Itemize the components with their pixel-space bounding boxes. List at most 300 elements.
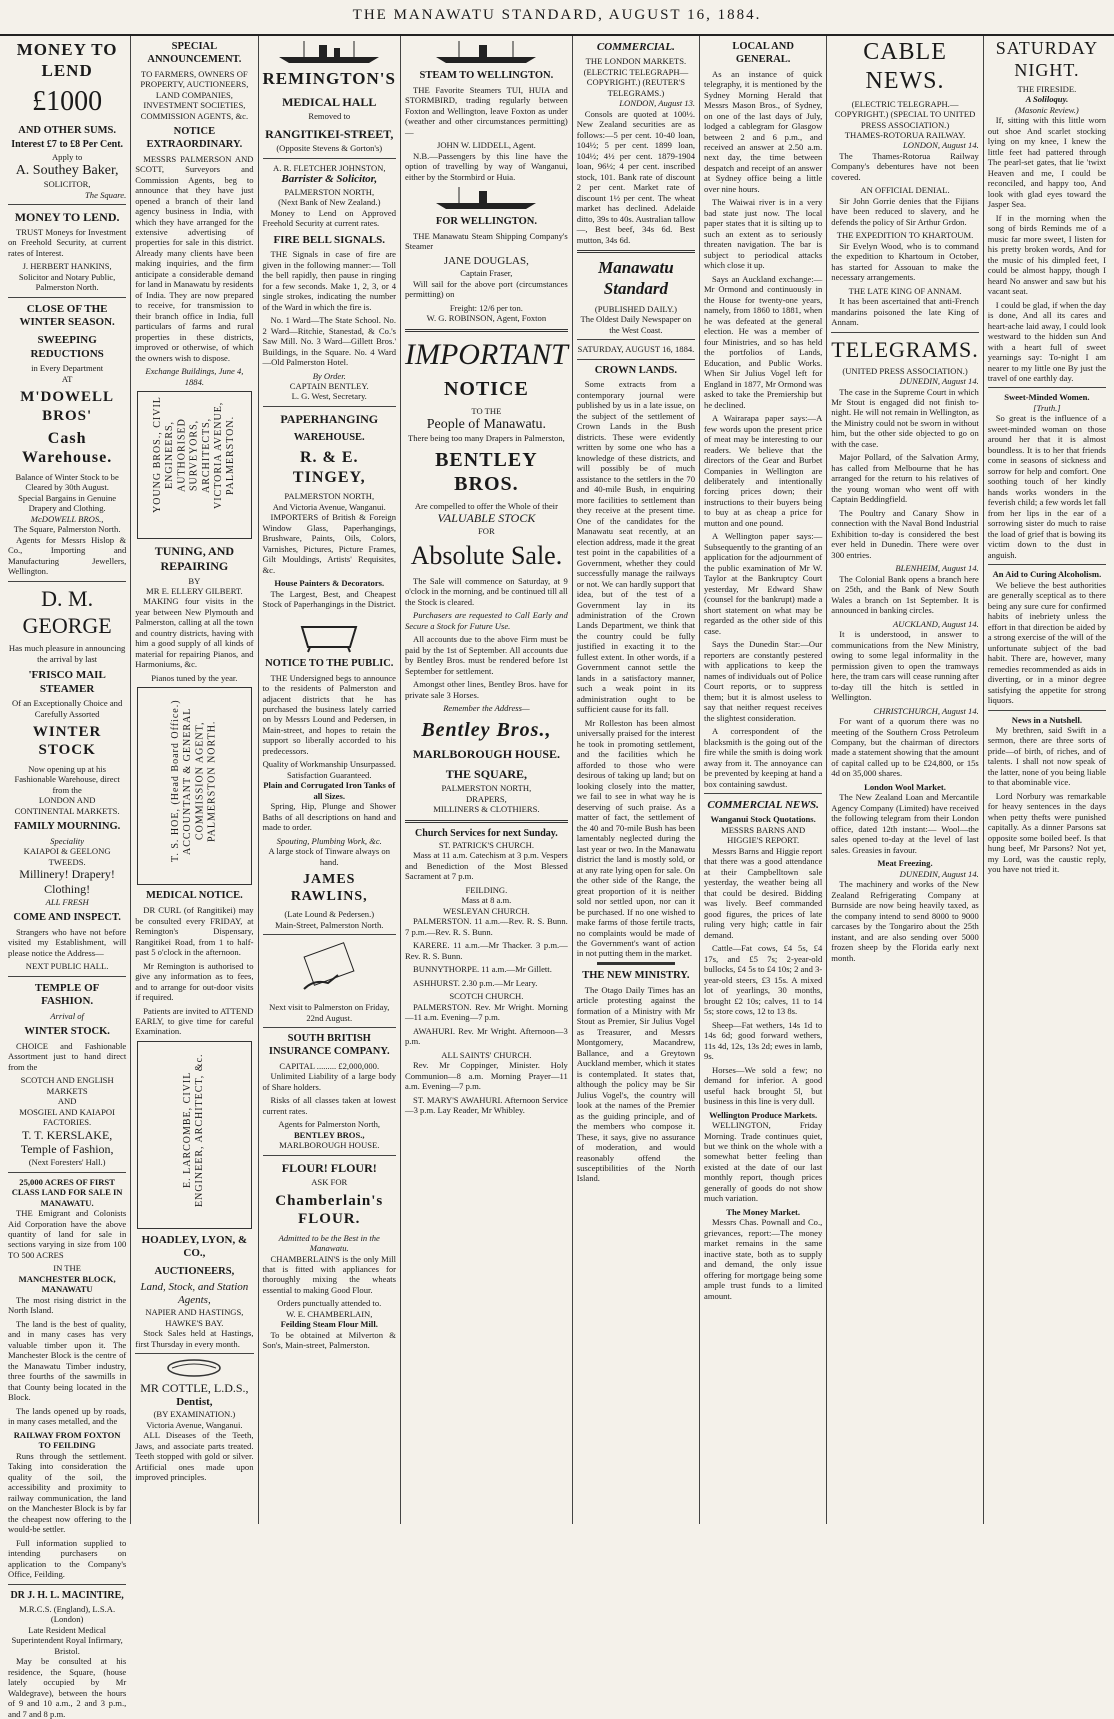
tinware: A large stock of Tinware always on hand. [268, 846, 391, 867]
unlimited-text: Unlimited Liability of a large body of Share holders. [262, 1071, 396, 1092]
agents-for: Agents for Palmerston North, [278, 1119, 381, 1130]
lawyer-place: The Square. [85, 189, 127, 200]
divider [8, 1584, 126, 1585]
marlborough: MARLBOROUGH HOUSE. [279, 1140, 380, 1151]
larcombe-text: E. LARCOMBE, CIVIL ENGINEER, ARCHITECT, &c. [182, 1053, 206, 1207]
temple-fashion-2: Temple of Fashion, [20, 1142, 114, 1157]
horses-text: Horses—We sold a few; no demand for inferior. A good useful hack brought 5l, but business in this line is very dull. [704, 1064, 823, 1107]
marlborough-house: MARLBOROUGH HOUSE. [412, 747, 561, 762]
lawyer-name: A. Southey Baker, [15, 163, 119, 179]
divider [8, 204, 126, 205]
wesleyan-karere: KARERE. 11 a.m.—Mr Thacker. 3 p.m.—Rev. R. S. Bunn. [405, 940, 568, 961]
divider [597, 962, 675, 965]
obtained-text: To be obtained at Milverton & Son's, Main-street, Palmerston. [262, 1329, 396, 1351]
major-text: Major Pollard, of the Salvation Army, has called from Melbourne that he has arranged for the return to his relatives of the young woman who went off with Captain Beddingfield. [831, 452, 979, 505]
the-square: THE SQUARE, [445, 766, 528, 781]
napier: NAPIER AND HASTINGS, [145, 1307, 244, 1318]
special-announcement: SPECIAL ANNOUNCEMENT. [147, 41, 242, 65]
specialty-label: Speciality [50, 835, 85, 846]
young-bros-text: YOUNG BROS., CIVIL ENGINEERS, AUTHORISED SURVEYORS, ARCHITECTS, VICTORIA AVENUE, PALMERSTON. [151, 396, 236, 514]
hand-letter-icon [294, 939, 364, 999]
blenheim-date: BLENHEIM, August 14. [895, 563, 979, 574]
divider [263, 406, 397, 407]
scotch-services: PALMERSTON. Rev. Mr Wright. Morning—11 a.m. Evening—7 p.m. [405, 1001, 568, 1023]
pianos-text: Pianos tuned by the year. [151, 672, 238, 683]
mdbros-name: McDOWELL BROS., [30, 513, 104, 524]
wanganui-stock: Wanganui Stock Quotations. [710, 814, 816, 825]
purchasers-text: Purchasers are requested to Call Early and Secure a Stock for Future Use. [405, 610, 568, 631]
divider [704, 793, 822, 794]
trust-text: TRUST Moneys for Investment on Freehold Security, at current rates of Interest. [8, 226, 127, 258]
family-mourning: FAMILY MOURNING. [13, 821, 121, 833]
alcoholism-text: We believe the best authorities are generally sceptical as to there being any sure cure for confirmed habits of inebriety unless the effort in that direction be aided by a strong exercise of the will of the unfortunate subject of the bad habit. There are, however, many remedies recommended as aids in diverting, or in a minor degree satisfying the appetite for strong liquors. [987, 579, 1107, 706]
late-lound: (Late Lound & Pedersen.) [284, 909, 375, 920]
robinson-agent: W. G. ROBINSON, Agent, Foxton [426, 313, 547, 324]
london-markets: LONDON AND CONTINENTAL MARKETS. [14, 795, 120, 816]
kerslake-name: T. T. KERSLAKE, [21, 1127, 113, 1142]
railway-text: Runs through the settlement. Taking into consideration the quality of the soil, the accessibility and proximity to railway communication, the land on the Manchester Block is by far the cheapest now offering to the would-be settler. [8, 1450, 127, 1535]
oldest-daily: The Oldest Daily Newspaper on the West Coast. [580, 314, 692, 335]
divider [577, 250, 695, 253]
next-visit: Next visit to Palmerston on Friday, 22nd August. [269, 1002, 390, 1023]
feilding-label: FEILDING. [465, 884, 508, 895]
west-secretary: L. G. West, Secretary. [291, 391, 367, 402]
victoria-avenue: Victoria Avenue, Wanganui. [146, 1419, 243, 1430]
all-saints-services: Rev. Mr Coppinger, Minister. Holy Communion—8 a.m. Morning Prayer—11 a.m. Evening—7 p.m. [405, 1060, 568, 1092]
dunedin-text: The case in the Supreme Court in which Mr Stout is engaged did not finish to-night. He will not remain in Wellington, as the Ministry could not be sworn in without him, but the other side objected to go on with the case. [831, 386, 979, 449]
scotch-church: SCOTCH CHURCH. [449, 991, 524, 1002]
largest-stock: The Largest, Best, and Cheapest Stock of Paperhangings in the District. [262, 588, 396, 610]
amongst-text: Amongst other lines, Bentley Bros. have for private sale 3 Horses. [405, 679, 568, 700]
local-1: As an instance of quick telegraphy, it is mentioned by the Sydney Morning Herald that Messrs Mason Bros., of Sydney, on one of the last days of July, lodged a cablegram for Glasgow between 2 and 6 p.m., and received an answer at 2.50 a.m. next day, the time between despatch and receipt of an answer at Sydney office being a little over nine hours. [704, 68, 823, 194]
truth-source: [Truth.] [1033, 402, 1061, 413]
choice-text: CHOICE and Fashionable Assortment just to hand direct from the [8, 1040, 127, 1072]
christchurch-text: For want of a quorum there was no meeting of the Southern Cross Petroleum Company, but the chairman of directors made a statement showing that the amount of capital called up to be £24,800, or 15s 4d on 35,000 shares. [831, 716, 979, 779]
divider [988, 564, 1106, 565]
important-heading: IMPORTANT [405, 337, 568, 371]
telegrams-heading: TELEGRAMS. [831, 336, 979, 362]
arrival-of: Arrival of [50, 1010, 84, 1021]
auckland-date: AUCKLAND, August 14. [892, 618, 979, 629]
divider [263, 934, 397, 935]
money-heading-2: MONEY TO LEND. [14, 210, 120, 225]
divider [8, 976, 126, 977]
foresters-hall: (Next Foresters' Hall.) [28, 1157, 106, 1168]
medical-hall: MEDICAL HALL [282, 94, 377, 109]
manchester-block: MANCHESTER BLOCK, MANAWATU [18, 1273, 116, 1295]
bathtub-icon [294, 613, 364, 653]
nb-text: N.B.—Passengers by this line have the option of travelling by way of Wanganui, either by the Stormbird or Huia. [405, 150, 568, 182]
london-wool-text: The New Zealand Loan and Mercantile Agency Company (Limited) have received the following telegram from their London office, dated 12th instant:— Wool—the sales opened to-day at the level of last sales. Greasies in favour. [831, 792, 979, 855]
column-8 [984, 36, 1110, 1524]
divider [8, 297, 126, 298]
denture-icon [164, 1358, 224, 1378]
iron-tanks: Plain and Corrugated Iron Tanks of all Sizes. [263, 780, 396, 801]
ministry-text: The Otago Daily Times has an article protesting against the formation of a Ministry with Mr Stout as Premier, Sir Julius Vogel as Treasurer, and Messrs Montgomery, Macandrew, Ballance, and a Greytown Auckland member, which it states is contemplated. It states that, although the policy may be Sir Julius Vogel's, the country will look at the names of the Premier as the guiding principle, and of the members who compose it. These, it says, give no assurance of moderation, and would reasonably offend the susceptibilities of the North Island. [576, 984, 696, 1184]
by-label: BY [188, 575, 201, 586]
victoria-avenue-2: And Victoria Avenue, Wanganui. [272, 501, 386, 512]
strangers-text: Strangers who have not before visited my Establishment, will please notice the Address— [8, 926, 127, 958]
column-6 [700, 36, 827, 1524]
lawyer-title: SOLICITOR, [43, 179, 91, 190]
markets-text: Consols are quoted at 100½. New Zealand securities are as follows:—5 per cent. 10-40 loan, 104½; 5 per cent. 1899 loan, 104½; 4½ per cent. 1879-1904 loan, 96½; 4 per cent. inscribed stock, 101. Bank rate of discount 2 per cent. Market rate of discount 1½ per cent. The wheat market has declined. Adelaide ditto, 39s to 40s. Australian tallow—, Best beef, 34s 6d. Best mutton, 34s 6d. [576, 108, 696, 245]
palmerston-north: PALMERSTON NORTH, [284, 186, 375, 197]
admitted-text: Admitted to be the Best in the Manawatu. [278, 1232, 380, 1254]
for-label: FOR [478, 525, 495, 536]
sale-text: The Sale will commence on Saturday, at 9 o'clock in the morning, and be continued till all the Stock is cleared. [405, 575, 568, 607]
awahuri-services: AWAHURI. Rev. Mr Wright. Afternoon—3 p.m. [405, 1025, 568, 1047]
auckland-text: It is understood, in answer to communications from the New Ministry, owing to some legal informality in the permission given to open the tramways here, the tram cars will cease running after to-day till the hitch is settled in Wellington. [831, 629, 979, 703]
come-inspect: COME AND INSPECT. [13, 912, 121, 924]
consulted-text: May be consulted at his residence, the Square, (house lately occupied by Mr Waldegrave), between the hours of 9 and 10 a.m., 2 and 3 p.m., and 7 and 8 p.m. [8, 1656, 127, 1719]
gilbert-name: MR E. ELLERY GILBERT. [146, 586, 243, 596]
remington-text: Mr Remington is authorised to give any information as to fees, and to arrange for out-door visits if required. [135, 960, 254, 1003]
column-5 [573, 36, 700, 1524]
editorial-2: Mr Rolleston has been almost universally praised for the interest he took in promoting settlement, and the facilities which he afforded to those who were desirous of taking up land; but on looking closely into the matter, we fail to see in what way he is deserving of such praise. As a matter of fact, the settlement of the 40 and 70-mile Bush has been lamentably neglected during the last year or two. In the Manawatu district the land is mostly sold, or at any rate lying open for sale. On the other side of the Range, the great proportion of it is neither sold nor settled upon, nor can it be purchased. If no one wished to make farms of those fertile tracts, no complaints would be made of the Government's want of action in not putting them in the market. [576, 717, 696, 959]
south-british: SOUTH BRITISH INSURANCE COMPANY. [268, 1033, 390, 1058]
nutshell-text: My brethren, said Swift in a sermon, there are three sorts of pride—of birth, of riches, and of talents. I shall not now speak of the latter, none of you being liable to that abominable vice. [987, 725, 1107, 788]
exchange-address: Exchange Buildings, June 4, 1884. [145, 366, 244, 387]
column-4 [401, 36, 573, 1524]
by-order: By Order. [312, 370, 346, 381]
chamberlain-name: W. E. CHAMBERLAIN, [286, 1308, 373, 1319]
st-patricks: ST. PATRICK'S CHURCH. [438, 839, 534, 850]
jane-douglas: JANE DOUGLAS, [443, 254, 529, 267]
local-5: A Wellington paper says:—Subsequently to the granting of an application for the adjournment of the public examination of Mr W. Taylor at the Bankruptcy Court yesterday, Mr Edward Shaw (counsel for the bankrupt) made a short statement on what may be regarded as the other side of this case. [704, 531, 823, 636]
wesleyan-palmerston: PALMERSTON. 11 a.m.—Rev. R. S. Bunn. 7 p.m.—Rev. R. S. Bunn. [405, 916, 568, 937]
sheep-text: Sheep—Fat wethers, 14s 1d to 14s 6d; good forward wethers, 11s 4d, 12s, 13s 2d; ewes in lamb, 9s. [704, 1019, 823, 1062]
johnston-name: A. R. FLETCHER JOHNSTON, [272, 162, 386, 173]
wellington-produce: Wellington Produce Markets. [709, 1109, 818, 1120]
kaiapoi-tweeds: KAIAPOI & GEELONG TWEEDS. [23, 846, 111, 867]
medical-notice: MEDICAL NOTICE. [145, 890, 243, 902]
george-name: D. M. GEORGE [22, 585, 112, 638]
satisfaction-text: Satisfaction Guaranteed. [287, 769, 372, 780]
feilding-mill: Feilding Steam Flour Mill. [280, 1319, 378, 1330]
house-painters: House Painters & Decorators. [274, 578, 385, 589]
to-farmers: TO FARMERS, OWNERS OF PROPERTY, AUCTIONEERS, LAND COMPANIES, INVESTMENT SOCIETIES, COMMISSION AGENTS, &c. [140, 68, 249, 121]
temple-fashion: TEMPLE OF FASHION. [34, 981, 100, 1008]
notice-heading: NOTICE [443, 378, 529, 401]
upa: (UNITED PRESS ASSOCIATION.) [842, 365, 968, 376]
sweet-text: So great is the influence of a sweet-minded woman on those around her that it is almost boundless. It is to her that friends come in seasons of sickness and sorrow for help and comfort. One soothing touch of her kindly hands works wonders in the feverish child; a few words let fall from her lips in the ear of a sorrowing sister do much to raise the load of grief that is bowing its victim down to the dust in anguish. [987, 413, 1107, 560]
by-examination: (BY EXAMINATION.) [153, 1409, 236, 1420]
divider [8, 581, 126, 582]
paper-title: Manawatu Standard [598, 258, 674, 298]
divider [8, 1172, 126, 1173]
local-6: Says the Dunedin Star:—Our reporters are constantly pestered with applications to keep the names of individuals out of Police Court reports, or to suppress them; but it is almost useless to say that neither request receives the slightest consideration. [704, 639, 823, 723]
crown-lands: CROWN LANDS. [594, 364, 678, 376]
divider [405, 329, 568, 332]
local-3: Says an Auckland exchange:—Mr Ormond and continuously in the House for twenty-one years, namely, from 1860 to 1881, when he was defeated at the general election. He was a member of four Ministries, and so has held the portfolios of Lands, Education, and Public Works. When Sir Julius Vogel left for England in 1877, Mr Ormond was asked to take the Premiership but he declined. [704, 273, 823, 410]
absolute-sale: Absolute Sale. [410, 541, 563, 571]
roads-text: The lands opened up by roads, in many cases metalled, and the [8, 1405, 127, 1427]
church-services: Church Services for next Sunday. [415, 827, 558, 839]
winter-stock-2: WINTER STOCK. [24, 1026, 110, 1038]
column-3 [259, 36, 402, 1524]
quality-text: Quality of Workmanship Unsurpassed. [262, 759, 396, 770]
wesleyan-ashhurst: ASHHURST. 2.30 p.m.—Mr Leary. [413, 977, 538, 988]
acres-head: 25,000 ACRES OF FIRST CLASS LAND FOR SALE IN MANAWATU. [11, 1176, 123, 1208]
sweet-minded: Sweet-Minded Women. [1004, 392, 1090, 403]
freight: Freight: 12/6 per ton. [449, 302, 523, 313]
st-marys: ST. MARY'S AWAHURI. Afternoon Service—3 p.m. Lay Reader, Mr Whibley. [405, 1094, 568, 1116]
thames-date: LONDON, August 14. [903, 140, 979, 151]
money-text: Messrs Chas. Pownall and Co., grievances, report:—The money market remains in the same inactive state, both as to supply and demand, the only issue offering for mortgage being some ample trust funds to a limited amount. [704, 1217, 823, 1301]
stock-sales: Stock Sales held at Hastings, first Thursday in every month. [135, 1328, 254, 1349]
macintire-name: DR J. H. L. MACINTIRE, [10, 1589, 124, 1601]
notice-to-public: NOTICE TO THE PUBLIC. [265, 657, 394, 669]
emigrant-text: THE Emigrant and Colonists Aid Corporation have the above quantity of land for sale in sections varying in size from 100 TO 500 ACRES [8, 1208, 127, 1260]
meat-date: DUNEDIN, August 14. [899, 868, 979, 879]
mass-text: Mass at 11 a.m. Catechism at 3 p.m. Vespers and Benediction of the Most Blessed Sacrament at 7 p.m. [405, 850, 568, 882]
accounts-text: All accounts due to the above Firm must be paid by the 1st of September. All accounts due by Bentley Bros. must be rendered before 1st September for settlement. [405, 634, 568, 676]
expedition-head: THE EXPEDITION TO KHARTOUM. [836, 230, 974, 241]
king-text: It has been ascertained that anti-French mandarins poisoned the late King of Annam. [831, 296, 979, 328]
commercial-heading: COMMERCIAL. [596, 41, 675, 53]
all-fresh: ALL FRESH [45, 896, 89, 907]
next-public-hall: NEXT PUBLIC HALL. [25, 961, 109, 972]
poem-3: I could be glad, if when the day is done, And all its cares and heart-ache laid away, I could look westward to the hidden sun And with a heart full of sweet yearnings say: To-night I am nearer to my little one By just the travel of one earthly day. [987, 299, 1107, 383]
valuable-stock: VALUABLE STOCK [437, 511, 536, 526]
expedition-text: Sir Evelyn Wood, who is to command the expedition to Khartoum in October, has started for Assouan to make the necessary arrangements. [831, 240, 979, 283]
bentley-bros: BENTLEY BROS., [293, 1129, 365, 1140]
local-2: The Waiwai river is in a very bad state just now. The local paper states that it is silting up to such an extent as to seriously threaten navigation. The bar is subject to periodical attacks which close it up. [704, 197, 823, 271]
thames-heading: THAMES-ROTORUA RAILWAY. [844, 129, 966, 140]
mill-text: CHAMBERLAIN'S is the only Mill that is fitted with appliances for thoroughly mixing the wheats essential to making Good Flour. [262, 1253, 396, 1295]
poultry-text: The Poultry and Canary Show in connection with the Naval Bond Industrial Exhibition to-day is considered the best ever held in Dunedin. There were over 300 entries. [831, 507, 979, 560]
patients-text: Patients are invited to ATTEND EARLY, to give time for careful Examination. [135, 1005, 254, 1037]
land-text: The land is the best of quality, and in many cases has very valuable timber upon it. The Manchester Block is the centre of the Manawatu Timber industry, three fourths of the sawmills in that County being located in the Block. [8, 1318, 127, 1403]
divider [577, 359, 695, 360]
king-annam: THE LATE KING OF ANNAM. [848, 285, 962, 296]
apply-to: Apply to [51, 151, 83, 162]
millinery: Millinery! Drapery! Clothing! [19, 867, 115, 897]
remember-address: Remember the Address— [443, 703, 530, 714]
every-dept: in Every Department [31, 363, 104, 374]
next-bank: (Next Bank of New Zealand.) [278, 197, 381, 208]
mass-2: Mass at 8 a.m. [461, 895, 512, 906]
nutshell-heading: News in a Nutshell. [1011, 714, 1082, 725]
divider [135, 1353, 253, 1354]
nutshell-text-2: Lord Norbury was remarkable for heavy sentences in the days when petty thefts were punished capitally. As a dinner Parsons sat opposite some boiled beef. Is that hung beef, Mr Parsons? Not yet, my Lord, was the caustic reply, you have not tried it. [987, 790, 1107, 875]
liddell-agent: JOHN W. LIDDELL, Agent. [436, 140, 536, 151]
mrcs: M.R.C.S. (England), L.S.A. (London) [19, 1603, 116, 1625]
late-resident: Late Resident Medical Superintendent Royal Infirmary, Bristol. [11, 1624, 123, 1656]
column-1 [4, 36, 131, 1719]
importers-text: IMPORTERS of British & Foreign Window Glass, Paperhangings, Brushware, Paints, Oils, Colors, Varnishes, Pictures, Picture Frames, Gilt Mouldings, Artists' Requisites, &c. [262, 512, 396, 575]
page-columns [4, 36, 1110, 1719]
hawkes-bay: HAWKE'S BAY. [165, 1317, 224, 1328]
removed-to: Removed to [308, 111, 351, 122]
risks-text: Risks of all classes taken at lowest current rates. [262, 1095, 396, 1116]
steamer-icon [431, 185, 541, 211]
divider [263, 1155, 397, 1156]
palmerson-text: MESSRS PALMERSON AND SCOTT, Surveyors and Commission Agents, beg to announce that they have just opened a branch of their land agency business in India, with which they have arranged for the extensive advertising of properties for sale in this district. Already many clients have been making inquiries, and the firm anticipate a considerable demand for land in Manawatu by residents of India. They are now prepared to receive, for transmission to their branch office in India, full particulars of farms and rural properties in these districts, improved or otherwise, of which the owners wish to dispose. [135, 153, 254, 363]
signals-text: THE Signals in case of fire are given in the following manner:— Toll the bell rapidly, then pause in ringing for a few seconds. Make 1, 2, 3, or 4 single strokes, indicating the number of the Ward in which the fire is. [262, 249, 396, 312]
electric-copyright: (ELECTRIC TELEGRAPH.—COPYRIGHT.) (SPECIAL TO UNITED PRESS ASSOCIATION.) [834, 98, 976, 130]
poem-1: If, sitting with this little worn out shoe And scarlet stocking lying on my knee, I knew the little feet had pattered through The pearl-set gates, that lie 'twixt Heaven and me, I could be reconciled, and happy too, And look with glad eyes toward the Jasper Sea. [987, 115, 1107, 210]
captain-fraser: Captain Fraser, [460, 268, 513, 279]
other-sums: AND OTHER SUMS. [18, 124, 116, 136]
special-bargains: Special Bargains in Genuine Drapery and Clothing. [18, 492, 117, 514]
hoadley-name: HOADLEY, LYON, & CO., [141, 1233, 248, 1260]
hoe-text: T. S. HOE, (Head Board Office.) ACCOUNTANT & GENERAL COMMISSION AGENT, PALMERSTON NORTH. [170, 700, 218, 863]
wesleyan-bunnythorpe: BUNNYTHORPE. 11 a.m.—Mr Gillett. [413, 964, 552, 975]
land-agents: Land, Stock, and Station Agents, [140, 1280, 249, 1306]
meat-freezing: Meat Freezing. [877, 858, 933, 869]
young-bros-ad [137, 391, 251, 539]
milliners: MILLINERS & CLOTHIERS. [433, 804, 540, 815]
railway-head: RAILWAY FROM FOXTON TO FEILDING [13, 1429, 121, 1451]
meat-text: The machinery and works of the New Zealand Refrigerating Company at Burnside are now being heavily taxed, as the company intend to send 8000 to 9000 carcases by the Tongariro about the 25th instant, and are also sending over 5000 frozen sheep by the Florida early next month. [831, 879, 979, 963]
masonic-review: (Masonic Review.) [1015, 104, 1079, 115]
divider [577, 339, 695, 340]
drapers: DRAPERS, [465, 793, 507, 804]
london-dateline: LONDON, August 13. [619, 98, 696, 109]
christchurch-date: CHRISTCHURCH, August 14. [873, 705, 979, 716]
agents-text: Agents for Messrs Hislop & Co., Importing and Manufacturing Jewellers, Wellington. [8, 534, 127, 577]
column-2 [131, 36, 258, 1524]
electric-telegraph: (ELECTRIC TELEGRAPH—COPYRIGHT.) (REUTER'S TELEGRAMS.) [583, 66, 689, 98]
wards-text: No. 1 Ward—The State School. No. 2 Ward—Ritchie, Stanestad, & Co.'s Saw Mill. No. 3 Ward—Gillett Bros.' Buildings, in the Square. No. 4 Ward—Old Palmerston Hotel. [262, 315, 396, 368]
divider [831, 332, 979, 333]
baths-text: Spring, Hip, Plunge and Shower Baths of all descriptions on hand and made to order. [262, 801, 396, 833]
people-manawatu: People of Manawatu. [426, 417, 547, 433]
interest-rate: Interest £7 to £8 Per Cent. [11, 139, 124, 151]
spouting: Spouting, Plumbing Work, &c. [276, 835, 382, 846]
column-7 [827, 36, 984, 1524]
money-lend-text: Money to Lend on Approved Freehold Security at current rates. [262, 207, 396, 229]
wellington-text: WELLINGTON, Friday Morning. Trade continues quiet, but we think on the whole with a somewhat better feeling than existed at the date of our last monthly report, though prices generally of goods do not show much variation. [704, 1120, 823, 1204]
feilding-text: Full information supplied to intending purchasers on application to the Company's Office, Feilding. [8, 1537, 127, 1580]
hankins-title: Solicitor and Notary Public, Palmerston North. [18, 271, 116, 293]
favorite-steamers: THE Favorite Steamers TUI, HUIA and STORMBIRD, trading regularly between Foxton and Wellington, leave Foxton as under (weather and other circumstances permitting)— [405, 84, 568, 137]
opposite: (Opposite Stevens & Gorton's) [276, 143, 383, 154]
blenheim-text: The Colonial Bank opens a branch here on 25th, and the Bank of New South Wales a branch on 1st September. It is announced in banking circles. [831, 573, 979, 616]
soliloquy: A Soliloquy. [1025, 94, 1069, 105]
rawlins-name: JAMES RAWLINS, [290, 872, 368, 905]
ask-for: ASK FOR [311, 1177, 348, 1188]
money-heading: MONEY TO LEND [16, 40, 118, 80]
remingtons: REMINGTON'S [262, 69, 396, 88]
rangitikei-street: RANGITIKEI-STREET, [265, 126, 394, 141]
money-amount: £1000 [32, 86, 103, 118]
report-text: Messrs Barns and Higgie report that there was a good attendance at their Campbelltown sale yesterday, the weather being all that could be desired. Bidding was lively. Beef commanded good figures, the prices of late ruling very high; cattle in fair demand. [704, 845, 823, 940]
editorial-1: Some extracts from a contemporary journal were published by us in a late issue, on the subject of the settlement of Crown Lands in the Bush districts. These were evidently written by some one who has a knowledge of these districts, and will possibly be of much assistance to the settlers in the 70 and 40-mile Bush, in enquiring more facilities to settlement than they receive at the present time. One of the candidates for the Manawatu seat recently, at an election address, made it the great test point in the capabilities of a Government, whether they could successfully manage the railways or not. We can hardly support that idea, but of the test of a Government lay in its administration of the Crown Lands Department, we think that the country could be fully justified in exacting it to the fullest extent. In other words, if a Government cannot settle the lands in a satisfactory manner, such a weak point in its administration ought to be sufficient cause for its fall. [576, 379, 696, 715]
divider [405, 820, 568, 823]
opening-text: Now opening up at his Fashionable Warehouse, direct from the [14, 763, 120, 795]
steam-to-wellington: STEAM TO WELLINGTON. [419, 70, 554, 81]
compelled: Are compelled to offer the Whole of their [414, 500, 558, 511]
commercial-news: COMMERCIAL NEWS. [707, 799, 819, 812]
paperhanging: PAPERHANGING [280, 411, 379, 426]
balance-text: Balance of Winter Stock to be Cleared by 30th August. [15, 471, 119, 493]
mosgiel-factories: MOSGIEL AND KAIAPOI FACTORIES. [19, 1106, 115, 1128]
cable-news: CABLE NEWS. [863, 39, 947, 95]
bentley-bros-big: BENTLEY BROS. [435, 448, 538, 496]
cattle-text: Cattle—Fat cows, £4 5s, £4 17s, and £5 7s; 2-year-old bullocks, £4 5s to £4 10s; 2 and 3-year-old steers, £3 15s. A mixed lot of yearlings, 30 months, brought £2 10s; calves, 11 to 14 5s; store cows, 12 to 13 8s. [704, 943, 823, 1017]
poem-2: If in the morning when the song of birds Reminds me of a music far more sweet, I listen for his pretty broken words, And for the music of his dimpled feet, I could be almost happy, though I heard No answer and saw but his vacant seat. [987, 212, 1107, 297]
alcoholism-heading: An Aid to Curing Alcoholism. [992, 569, 1102, 580]
cash-warehouse: Cash Warehouse. [22, 429, 113, 467]
palmerston-north-2: PALMERSTON NORTH, [441, 783, 532, 794]
local-7: A correspondent of the blacksmith is the going out of the fire while the smith is doing work away from it. The annoyance can be prevented by keeping at hand a box containing sawdust. [704, 726, 823, 789]
capital: CAPITAL ......... £2,000,000. [279, 1060, 380, 1071]
manawatu-steam: THE Manawatu Steam Shipping Company's Steamer [405, 230, 568, 252]
published-daily: (PUBLISHED DAILY.) [594, 303, 677, 314]
block-text: The most rising district in the North Island. [8, 1294, 127, 1316]
mdowell-name: M'DOWELL BROS' [20, 389, 115, 424]
divider [988, 710, 1106, 711]
curl-text: DR CURL (of Rangitikei) may be consulted every FRIDAY, at Remington's Dispensary, Rangitikei Road, from 1 to half-past 5 o'clock in the afternoon. [135, 905, 254, 958]
sweeping-reductions: SWEEPING REDUCTIONS [30, 334, 104, 360]
london-markets-head: THE LONDON MARKETS. [585, 56, 687, 67]
too-many: There being too many Drapers in Palmerston, [407, 433, 565, 444]
auctioneers: AUCTIONEERS, [154, 1265, 235, 1277]
dentist-label: Dentist, [176, 1395, 213, 1408]
divider [263, 1027, 397, 1028]
wesleyan-church: WESLEYAN CHURCH. [443, 905, 530, 916]
square-place: The Square, Palmerston North. [13, 524, 121, 535]
masthead: THE MANAWATU STANDARD, AUGUST 16, 1884. [0, 0, 1114, 36]
dunedin-date: DUNEDIN, August 14. [899, 376, 979, 387]
to-the: TO THE [471, 405, 502, 416]
divider [263, 158, 397, 159]
will-sail: Will sail for the above port (circumstances permitting) on [405, 278, 568, 300]
issue-date: SATURDAY, AUGUST 16, 1884. [577, 344, 695, 355]
undersigned-text: THE Undersigned begs to announce to the residents of Palmerston and adjacent districts that he has purchased the business lately carried on by Messrs Lound and Pedersen, in Main-street, and hopes to retain the support so liberally accorded to his predecessors. [262, 672, 396, 756]
cottle-name: MR COTTLE, L.D.S., [140, 1381, 249, 1396]
at-label: AT [61, 373, 73, 384]
fire-bell-signals: FIRE BELL SIGNALS. [273, 233, 386, 246]
frisco-steamer: 'FRISCO MAIL STEAMER [28, 669, 106, 695]
hankins-name: J. HERBERT HANKINS, [22, 261, 112, 272]
hoe-ad [137, 687, 251, 885]
local-4: A Wairarapa paper says:—A few words upon the present price of meat may be interesting to our readers. We believe that the directors of the Gear and Burbet Companies in Wellington are deliberately and intentionally forcing prices down; their instructions to their buyers being to buy at as cheap a price for mutton and one pound. [704, 413, 823, 528]
tuning-heading: TUNING, AND REPAIRING [154, 544, 235, 573]
divider [988, 387, 1106, 388]
making-text: MAKING four visits in the year between New Plymouth and Palmerston, calling at all the town and country districts, having with him a good supply of all kinds of material for repairing Pianos, and Harmoniums, &c. [135, 596, 254, 670]
official-denial: AN OFFICIAL DENIAL. [860, 185, 950, 196]
saturday-night: SATURDAY NIGHT. [995, 38, 1099, 80]
and-label: AND [57, 1096, 77, 1107]
captain-bentley: CAPTAIN BENTLEY. [289, 381, 369, 391]
orders-text: Orders punctually attended to. [277, 1298, 382, 1309]
tingey-palmerston: PALMERSTON NORTH, [284, 491, 375, 502]
chamberlain-flour: Chamberlain's FLOUR. [275, 1192, 384, 1228]
barrister: Barrister & Solicitor, [281, 173, 378, 186]
barns-report: MESSRS BARNS AND HIGGIE'S REPORT. [721, 824, 806, 846]
diseases-text: ALL Diseases of the Teeth, Jaws, and associate parts treated. Teeth stopped with gold or silver. Artificial ones made upon improved principles. [135, 1430, 254, 1483]
official-text: Sir John Gorrie denies that the Fijians have been reduced to slavery, and he defends the policy of Sir Arthur Grdon. [831, 195, 979, 227]
steamer-icon [431, 39, 541, 65]
pleasure-text: Has much pleasure in announcing the arrival by last [8, 643, 126, 664]
london-wool: London Wool Market. [864, 781, 946, 792]
main-street: Main-Street, Palmerston North. [275, 919, 384, 930]
tingey-name: R. & E. TINGEY, [292, 449, 366, 486]
notice-extraordinary: NOTICE EXTRAORDINARY. [146, 126, 243, 150]
thames-text: The Thames-Rotorua Railway Company's debentures have not been covered. [831, 150, 979, 182]
of-an: Of an Exceptionally Choice and Carefully Assorted [11, 698, 123, 719]
in-the: IN THE [53, 1263, 82, 1274]
money-market: The Money Market. [726, 1206, 801, 1217]
the-fireside: THE FIRESIDE. [1017, 83, 1077, 94]
all-saints: ALL SAINTS' CHURCH. [441, 1049, 532, 1060]
steamer-icon [274, 39, 384, 65]
larcombe-ad [137, 1041, 251, 1229]
winter-stock: WINTER STOCK [32, 724, 102, 759]
